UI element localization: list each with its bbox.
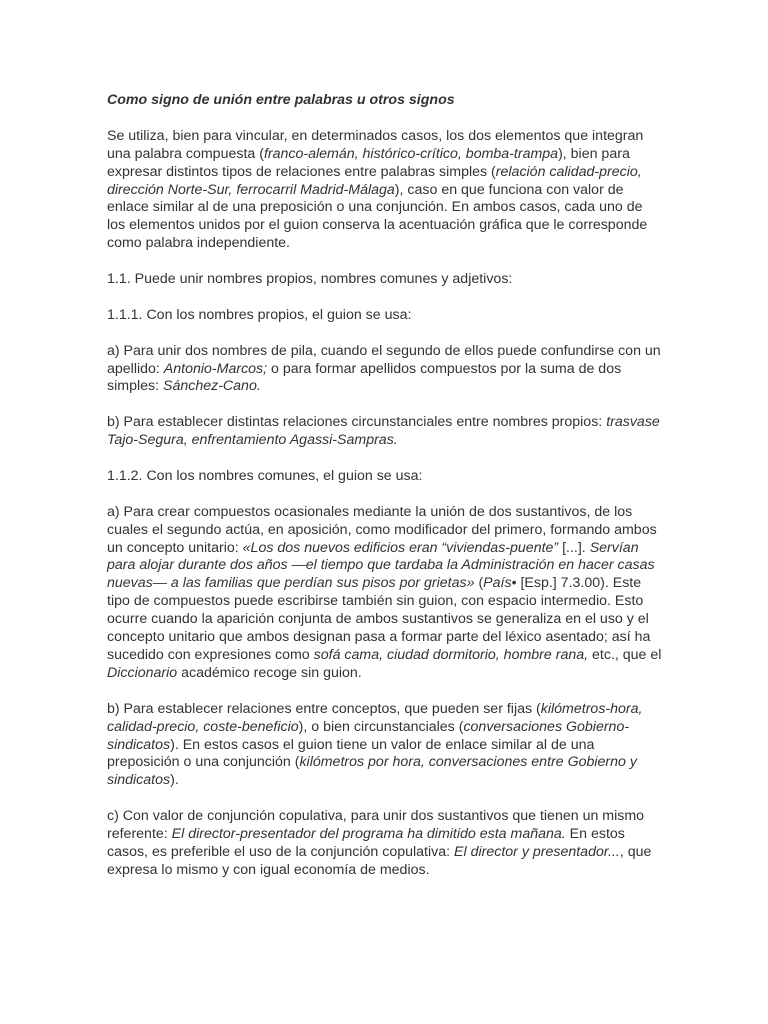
italic-text: Diccionario [107,664,178,681]
text-run: o para formar apellidos compuestos por la suma de dos simples: [107,360,622,395]
text-run: a) Para unir dos nombres de pila, cuando el segundo de ellos puede confundirse con un apellido: [107,342,661,377]
italic-text: sofá cama, ciudad dormitorio, hombre rana, [313,646,589,663]
paragraph [107,468,663,486]
italic-text: El director y presentador... [454,843,620,860]
italic-text: Antonio-Marcos; [163,360,268,377]
italic-text: «Los dos nuevos edificios eran “viviendas-puente” [242,539,559,556]
paragraph [107,808,663,880]
italic-text: Sánchez-Cano. [162,378,261,395]
italic-text: conversaciones Gobierno-sindicatos [107,718,630,753]
paragraph [107,343,663,397]
text-run: [...]. [558,539,590,556]
text-run: , que expresa lo mismo y con igual economía de medios. [107,843,652,878]
text-run: académico recoge sin guion. [177,664,362,681]
paragraph [107,307,663,325]
text-run: a) Para crear compuestos ocasionales mediante la unión de dos sustantivos, de los cuales el segundo actúa, en aposición, como modificador del primero, formando ambos un concepto unitario: [107,503,657,556]
text-run: Se utiliza, bien para vincular, en determinados casos, los dos elementos que integran una palabra compuesta ( [107,127,644,162]
italic-text: kilómetros-hora, calidad-precio, coste-beneficio [107,700,643,735]
italic-text: franco-alemán, histórico-crítico, bomba-trampa [263,145,559,162]
paragraph [107,271,663,289]
paragraph [107,504,663,683]
text-run: ). [170,772,179,789]
paragraph-list [107,128,663,880]
document-body [107,92,663,898]
italic-text: relación calidad-precio, dirección Norte-Sur, ferrocarril Madrid-Málaga [107,163,642,198]
text-run: ), o bien circunstanciales ( [298,718,464,735]
text-run: 1.1.1. Con los nombres propios, el guion se usa: [107,306,412,323]
italic-text: Servían para alojar durante dos años —el tiempo que tardaba la Administración en hacer casas nuevas— a las familias que perdían sus pisos por grietas» [107,539,655,592]
text-run: etc., que el [588,646,662,663]
italic-text: trasvase Tajo-Segura, enfrentamiento Agassi-Sampras. [107,414,660,449]
text-run: ), bien para expresar distintos tipos de relaciones entre palabras simples ( [107,145,630,180]
paragraph [107,414,663,450]
text-run: c) Con valor de conjunción copulativa, para unir dos sustantivos que tienen un mismo referente: [107,808,645,843]
text-run: b) Para establecer distintas relaciones circunstanciales entre nombres propios: [107,414,607,431]
text-run: En estos casos, es preferible el uso de la conjunción copulativa: [107,826,625,860]
paragraph [107,701,663,791]
italic-text: kilómetros por hora, conversaciones entre Gobierno y sindicatos [107,754,637,789]
text-run: ( [474,575,484,592]
text-run: ), caso en que funciona con valor de enlace similar al de una preposición o una conjunción. En ambos casos, cada uno de los elementos unidos por el guion conserva la acentuación gráfica que le corresponde como palabra independiente. [107,181,648,252]
section-heading: Como signo de unión entre palabras u otros signos [107,92,455,108]
text-run: 1.1. Puede unir nombres propios, nombres comunes y adjetivos: [107,271,513,288]
italic-text: El director-presentador del programa ha dimitido esta mañana. [171,826,566,843]
text-run: • [Esp.] 7.3.00). Este tipo de compuestos puede escribirse también sin guion, con espacio intermedio. Esto ocurre cuando la aparición conjunta de ambos sustantivos se generaliza en el uso y el concepto unitario que ambos designan pasa a formar parte del léxico asentado; así ha sucedido con expresiones como [107,575,651,663]
text-run: 1.1.2. Con los nombres comunes, el guion se usa: [107,467,423,484]
paragraph [107,128,663,253]
text-run: ). En estos casos el guion tiene un valor de enlace similar al de una preposición o una conjunción ( [107,736,595,771]
italic-text: País [483,575,512,592]
text-run: b) Para establecer relaciones entre conceptos, que pueden ser fijas ( [107,700,541,717]
